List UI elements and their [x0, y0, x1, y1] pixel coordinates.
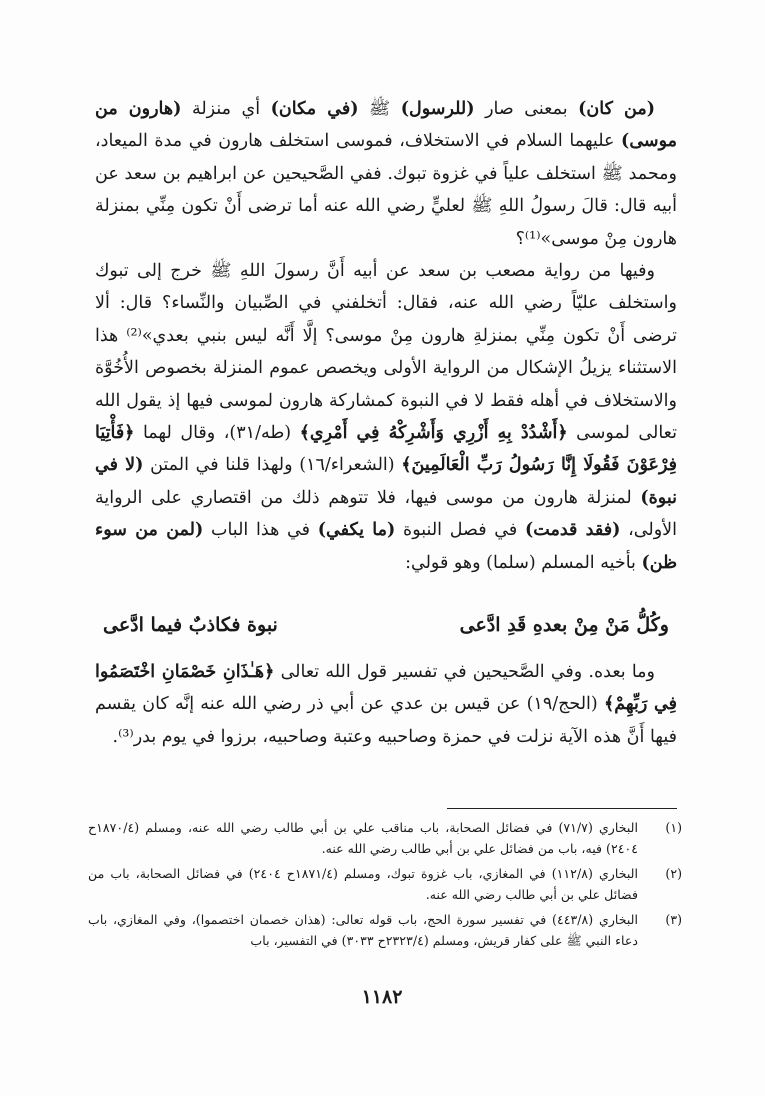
footnote-item [88, 864, 682, 905]
footnote-item [88, 818, 682, 859]
text-run: عليهما السلام في الاستخلاف، فموسى استخلف هارون في مدة الميعاد، ومحمد ﷺ استخلف علياً في غزوة تبوك. ففي الصَّحيحين عن ابراهيم بن سعد عن أبيه قال: قالَ رسولُ اللهِ ﷺ لعليٍّ رضي الله عنه أما ترضى أَنْ تكون مِنِّي بمنزلة هارون مِنْ موسى»⁽¹⁾؟ [95, 131, 677, 249]
quran-verse-quote: ﴿أَشْدُدْ بِهِ أَزْرِي وَأَشْرِكْهُ فِي أَمْرِي﴾ [299, 423, 568, 444]
verse-first-hemistich: وكُلُّ مَنْ مِنْ بعدهِ قَدِ ادَّعى [459, 614, 669, 636]
text-run: (في مكان) [270, 99, 359, 119]
text-run: (لا في نبوة) [95, 455, 677, 508]
paragraph-2 [95, 255, 677, 579]
footnote-divider [447, 808, 677, 809]
text-run: (طه/٣١)، وقال لهما [134, 423, 300, 444]
text-run: (لمن من سوء ظن) [95, 520, 677, 573]
text-run: (الشعراء/١٦) ولهذا قلنا في المتن [143, 455, 402, 476]
footnote-item [88, 910, 682, 951]
page-number: ١١٨٢ [361, 986, 403, 1008]
text-run: (للرسول) [400, 99, 475, 119]
footnote-text: البخاري (١١٢/٨) في المغازي، باب غزوة تبوك، ومسلم (١٨٧١/٤ح ٢٤٠٤) في فضائل الصحابة، باب من فضائل علي بن أبي طالب رضي الله عنه. [88, 866, 638, 902]
text-run: وفيها من رواية مصعب بن سعد عن أبيه أَنَّ رسولَ اللهِ ﷺ خرج إلى تبوك واستخلف عليّاً رضي الله عنه، فقال: أتخلفني في الصِّبيان والنِّساء؟ قال: ألا ترضى أَنْ تكون مِنِّي بمنزلةِ هارون مِنْ موسى؟ إلَّا أَنَّه ليس بنبي بعدي»⁽²⁾ هذا الاستثناء يزيلُ الإشكال من الرواية الأولى ويخصص عموم المنزلة بخصوص الأُخُوَّة والاستخلاف في أهله فقط لا في النبوة كمشاركة هارون لموسى فيها إذ يقول الله تعالى لموسى [95, 261, 678, 444]
text-run: (الحج/١٩) عن قيس بن عدي عن أبي ذر رضي الله عنه إنَّه كان يقسم فيها أَنَّ هذه الآية نزلت في حمزة وصاحبيه وعتبة وصاحبيه، برزوا في يوم بدر⁽³⁾. [95, 694, 677, 747]
footnote-number: (١) [665, 820, 682, 835]
text-run: لمنزلة هارون من موسى فيها، فلا تتوهم ذلك من اقتصاري على الرواية الأولى، [95, 487, 677, 541]
text-run: (هارون من موسى) [95, 99, 677, 152]
verse-second-hemistich: نبوة فكاذبٌ فيما ادَّعى [103, 614, 278, 636]
footnotes [88, 818, 682, 956]
paragraph-1 [95, 93, 677, 255]
text-run: (من كان) [578, 99, 655, 119]
poem-verse [103, 610, 669, 640]
text-run: (فقد قدمت) [525, 520, 621, 541]
main-text-continued [95, 656, 677, 753]
footnote-text: البخاري (٤٤٣/٨) في تفسير سورة الحج، باب قوله تعالى: (هذان خصمان اختصموا)، وفي المغازي، باب دعاء النبي ﷺ على كفار قريش، ومسلم (٢٣٢٣/٤ح ٣٠٣٣) في التفسير، باب [88, 912, 639, 948]
text-run: أي منزلة [181, 99, 271, 119]
footnote-number: (٢) [665, 866, 682, 881]
text-run: (ما يكفي) [317, 520, 396, 541]
quran-verse-quote: ﴿هَـٰذَانِ خَصْمَانِ اخْتَصَمُوا فِي رَبِّهِمْ﴾ [95, 662, 677, 715]
footnote-text: البخاري (٧١/٧) في فضائل الصحابة، باب مناقب علي بن أبي طالب رضي الله عنه، ومسلم (١٨٧٠/٤ح ٢٤٠٤) فيه، باب من فضائل علي بن أبي طالب رضي الله عنه. [88, 820, 638, 856]
paragraph-3 [95, 656, 677, 753]
text-run: وما بعده. وفي الصَّحيحين في تفسير قول الله تعالى [274, 662, 655, 682]
text-run: في هذا الباب [203, 520, 318, 541]
footnote-number: (٣) [665, 912, 682, 927]
text-run: ﷺ [358, 99, 401, 119]
text-run: بمعنى صار [474, 99, 579, 119]
text-run: في فصل النبوة [395, 520, 526, 541]
quran-verse-quote: ﴿فَأْتِيَا فِرْعَوْنَ فَقُولَا إِنَّا رَسُولُ رَبِّ الْعَالَمِينَ﴾ [95, 423, 677, 476]
main-text [95, 93, 677, 579]
text-run: بأخيه المسلم (سلما) وهو قولي: [405, 552, 642, 573]
